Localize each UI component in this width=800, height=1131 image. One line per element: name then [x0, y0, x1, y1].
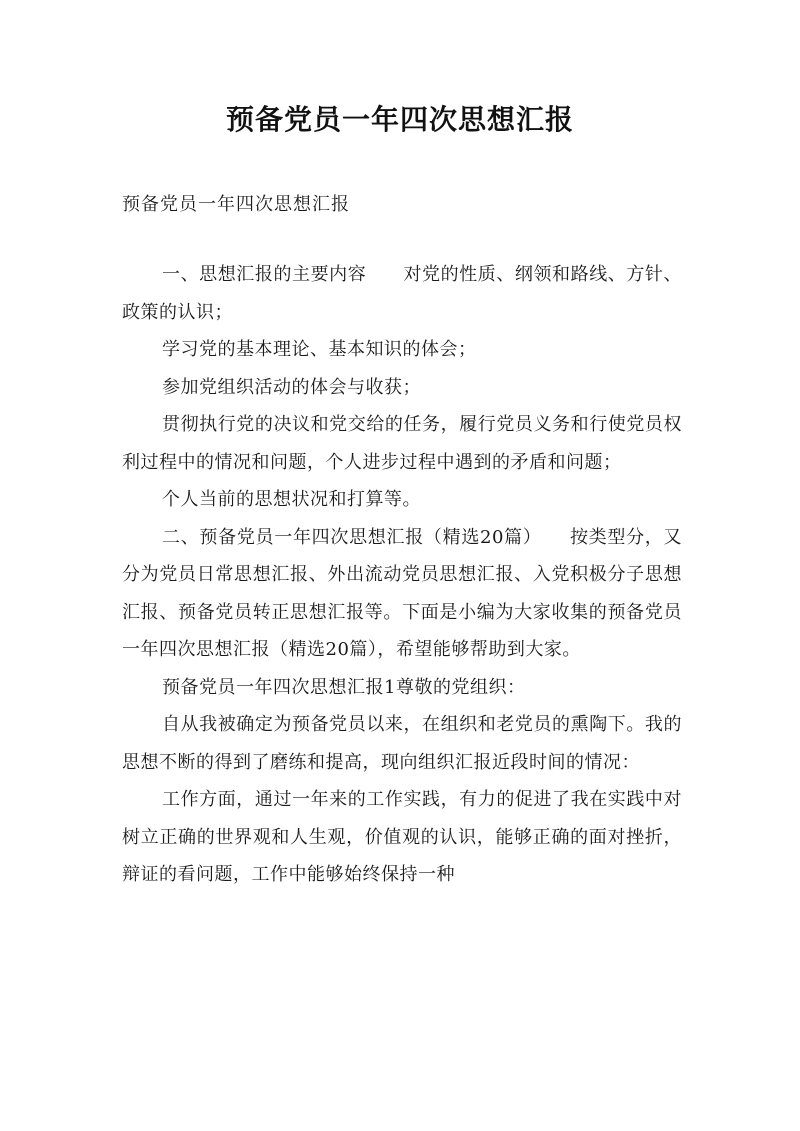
paragraph-since-confirmed: 自从我被确定为预备党员以来，在组织和老党员的熏陶下。我的思想不断的得到了磨练和提高，现向组织汇报近段时间的情况：: [122, 714, 682, 773]
document-subtitle: 预备党员一年四次思想汇报: [122, 194, 350, 215]
paragraph-study: 学习党的基本理论、基本知识的体会；: [162, 339, 477, 360]
paragraph-report-1-heading: 预备党员一年四次思想汇报1尊敬的党组织：: [162, 676, 526, 698]
paragraph-current-state: 个人当前的思想状况和打算等。: [162, 489, 421, 510]
paragraph-content-heading: 一、思想汇报的主要内容 对党的性质、纲领和路线、方针、政策的认识；: [122, 264, 682, 323]
document-title: 预备党员一年四次思想汇报: [225, 103, 574, 136]
paragraph-work: 工作方面，通过一年来的工作实践，有力的促进了我在实践中对树立正确的世界观和人生观，价值观的认识，能够正确的面对挫折，辩证的看问题，工作中能够始终保持一种: [122, 789, 682, 885]
document-body: [122, 256, 682, 894]
paragraph-activities: 参加党组织活动的体会与收获；: [162, 376, 421, 398]
paragraph-section-two: 二、预备党员一年四次思想汇报（精选20篇） 按类型分，又分为党员日常思想汇报、外出流动党员思想汇报、入党积极分子思想汇报、预备党员转正思想汇报等。下面是小编为大家收集的预备党员一年四次思想汇报（精选20篇），希望能够帮助到大家。: [122, 526, 682, 660]
paragraph-implementation: 贯彻执行党的决议和党交给的任务，履行党员义务和行使党员权利过程中的情况和问题，个人进步过程中遇到的矛盾和问题；: [122, 414, 682, 473]
